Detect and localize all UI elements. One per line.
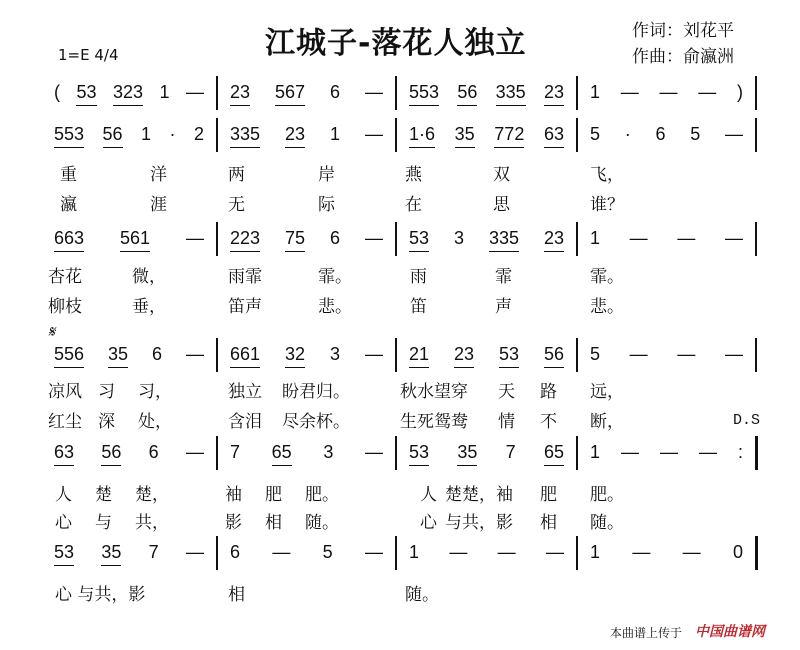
barline [576, 338, 578, 372]
lyric-syllable: 凉风 [48, 382, 82, 402]
lyric-syllable: 处， [138, 412, 172, 432]
lyric-syllable: 红尘 [48, 412, 82, 432]
note-group: — [677, 228, 696, 248]
note-group: — [682, 542, 701, 562]
note-group: 56 [103, 124, 123, 148]
note-group: 335 [496, 82, 526, 106]
lyric-syllable: 霏。 [590, 267, 624, 287]
barline [216, 436, 218, 470]
note-group: : [737, 442, 743, 462]
note-group: 1 [409, 542, 420, 562]
note-group: 223 [230, 228, 260, 252]
barline [576, 222, 578, 256]
note-group: 3 [453, 228, 464, 248]
barline [755, 222, 757, 256]
lyric-syllable: 重 [60, 165, 77, 185]
lyric-syllable: 人 [55, 485, 72, 505]
note-group: — [621, 442, 639, 462]
note-group: 56 [544, 344, 564, 368]
measure [409, 228, 564, 252]
lyric-syllable: 心 [420, 513, 437, 533]
lyric-syllable: 心 [55, 513, 72, 533]
lyric-syllable: 随。 [405, 585, 439, 605]
dal-segno-mark: D.S [733, 412, 761, 429]
note-group: — [724, 124, 743, 144]
note-group: — [272, 542, 291, 562]
note-group: 6 [148, 442, 159, 462]
barline [755, 338, 757, 372]
note-group: 323 [113, 82, 143, 106]
note-group: 35 [101, 542, 121, 566]
note-group: — [497, 542, 516, 562]
lyric-syllable: 飞， [590, 165, 624, 185]
lyric-syllable: 随。 [305, 513, 339, 533]
note-group: 2 [193, 124, 204, 144]
barline [755, 76, 757, 110]
note-group: 3 [323, 442, 334, 462]
lyric-syllable: 相 [265, 513, 282, 533]
note-group: 567 [275, 82, 305, 106]
note-group: 1·6 [409, 124, 435, 148]
measure [230, 542, 383, 566]
lyric-syllable: 双 [493, 165, 510, 185]
note-group: 65 [272, 442, 292, 466]
note-group: 1 [590, 442, 601, 462]
note-group: 663 [54, 228, 84, 252]
lyric-syllable: 悲。 [318, 297, 352, 317]
note-group: ) [736, 82, 743, 102]
lyric-syllable: 不 [540, 412, 557, 432]
barline [755, 118, 757, 152]
lyric-syllable: 杏花 [48, 267, 82, 287]
note-group: 1 [590, 542, 601, 562]
lyric-syllable: 远， [590, 382, 624, 402]
lyric-syllable: 笛 [410, 297, 427, 317]
measure [230, 82, 383, 106]
measure [54, 344, 204, 368]
note-group: — [698, 442, 717, 462]
note-group: — [186, 344, 204, 364]
lyric-syllable: 相 [540, 513, 557, 533]
note-group: — [364, 542, 383, 562]
note-group: — [185, 442, 204, 462]
note-group: 53 [409, 228, 429, 252]
note-group: — [365, 344, 383, 364]
lyric-syllable: 微， [132, 267, 166, 287]
note-group: 23 [544, 228, 564, 252]
note-group: — [629, 344, 648, 364]
lyric-syllable: 盼君归。 [282, 382, 350, 402]
note-group: 21 [409, 344, 429, 368]
lyric-syllable: 袖 [225, 485, 242, 505]
note-group: 1 [590, 82, 601, 102]
note-group: 53 [409, 442, 429, 466]
measure [230, 228, 383, 252]
lyric-syllable: 瀛 [60, 195, 77, 215]
lyric-syllable: 楚楚，袖 [445, 485, 513, 505]
note-group: — [677, 344, 696, 364]
barline [395, 338, 397, 372]
measure [409, 442, 564, 466]
lyric-syllable: 霏 [495, 267, 512, 287]
lyric-syllable: 思 [493, 195, 510, 215]
site-logo: 中国曲谱网 [695, 624, 765, 640]
measure [230, 442, 383, 466]
lyric-syllable: 独立 [228, 382, 262, 402]
lyric-syllable: 雨霏 [228, 267, 262, 287]
note-group: — [629, 228, 648, 248]
note-group: 553 [409, 82, 439, 106]
barline [395, 536, 397, 570]
lyric-syllable: 尽余杯。 [282, 412, 350, 432]
song-title: 江城子-落花人独立 [265, 26, 527, 61]
lyric-syllable: 肥。 [590, 485, 624, 505]
note-group: 56 [101, 442, 121, 466]
lyric-syllable: 共， [135, 513, 169, 533]
lyric-syllable: 含泪 [228, 412, 262, 432]
lyric-syllable: 与共，影 [445, 513, 513, 533]
note-group: 6 [655, 124, 666, 144]
lyric-syllable: 际 [318, 195, 335, 215]
barline [576, 118, 578, 152]
lyric-syllable: 柳枝 [48, 297, 82, 317]
note-group: 0 [732, 542, 743, 562]
measure [409, 344, 564, 368]
note-group: 1 [141, 124, 152, 144]
barline [576, 436, 578, 470]
lyric-syllable: 相 [228, 585, 245, 605]
measure [590, 542, 743, 566]
measure [54, 124, 204, 148]
lyric-syllable: 谁？ [590, 195, 624, 215]
barline [395, 118, 397, 152]
note-group: — [698, 82, 717, 102]
barline [395, 76, 397, 110]
barline [216, 76, 218, 110]
barline [755, 536, 758, 570]
lyric-syllable: 随。 [590, 513, 624, 533]
note-group: 6 [152, 344, 163, 364]
lyric-syllable: 肥 [540, 485, 557, 505]
lyric-syllable: 无 [228, 195, 245, 215]
measure [409, 124, 564, 148]
lyric-syllable: 笛声 [228, 297, 262, 317]
note-group: 772 [494, 124, 524, 148]
measure [230, 344, 383, 368]
note-group: — [365, 82, 383, 102]
note-group: 23 [454, 344, 474, 368]
measure [54, 542, 204, 566]
key-signature: 1=E 4/4 [58, 46, 119, 64]
note-group: — [632, 542, 651, 562]
lyric-syllable: 肥 [265, 485, 282, 505]
note-group: — [185, 542, 204, 562]
measure [54, 82, 204, 106]
note-group: 1 [590, 228, 601, 248]
measure [409, 82, 564, 106]
note-group: — [546, 542, 564, 562]
note-group: 23 [230, 82, 250, 106]
lyric-syllable: 深 [98, 412, 115, 432]
note-group: ( [54, 82, 60, 102]
lyric-syllable: 悲。 [590, 297, 624, 317]
note-group: 32 [285, 344, 305, 368]
lyric-syllable: 垂， [132, 297, 166, 317]
note-group: — [449, 542, 468, 562]
note-group: 65 [544, 442, 564, 466]
lyric-syllable: 情 [498, 412, 515, 432]
lyric-syllable: 肥。 [305, 485, 339, 505]
composer: 作曲：俞瀛洲 [632, 47, 734, 67]
note-group: — [364, 442, 383, 462]
lyric-syllable: 霏。 [318, 267, 352, 287]
note-group: — [724, 344, 743, 364]
note-group: 7 [148, 542, 159, 562]
note-group: 75 [285, 228, 305, 252]
barline [395, 436, 397, 470]
segno-sign: 𝄋 [48, 322, 55, 341]
lyric-syllable: 秋水望穿 [400, 382, 468, 402]
note-group: 556 [54, 344, 84, 368]
measure [590, 228, 743, 252]
measure [409, 542, 564, 566]
note-group: 5 [590, 124, 601, 144]
lyric-syllable: 洋 [150, 165, 167, 185]
note-group: 561 [120, 228, 150, 252]
note-group: 7 [230, 442, 241, 462]
lyric-syllable: 人 [420, 485, 437, 505]
lyric-syllable: 生死鸳鸯 [400, 412, 468, 432]
note-group: — [185, 82, 204, 102]
note-group: 335 [230, 124, 260, 148]
barline [395, 222, 397, 256]
note-group: — [186, 228, 204, 248]
measure [590, 82, 743, 106]
note-group: 35 [108, 344, 128, 368]
measure [54, 442, 204, 466]
lyric-syllable: 断， [590, 412, 624, 432]
note-group: 63 [544, 124, 564, 148]
note-group: 5 [322, 542, 333, 562]
note-group: 6 [330, 82, 341, 102]
note-group: 56 [457, 82, 477, 106]
note-group: 23 [285, 124, 305, 148]
barline [216, 536, 218, 570]
barline [576, 76, 578, 110]
measure [590, 124, 743, 148]
lyric-syllable: 心 与共，影 [55, 585, 146, 605]
note-group: 53 [54, 542, 74, 566]
note-group: 35 [457, 442, 477, 466]
note-group: — [724, 228, 743, 248]
note-group: — [659, 82, 678, 102]
note-group: 5 [590, 344, 601, 364]
note-group: 553 [54, 124, 84, 148]
note-group: 335 [489, 228, 519, 252]
lyric-syllable: 天 [498, 382, 515, 402]
lyric-syllable: 路 [540, 382, 557, 402]
lyricist: 作词：刘花平 [632, 21, 734, 41]
note-group: 23 [544, 82, 564, 106]
measure [590, 344, 743, 368]
note-group: 661 [230, 344, 260, 368]
note-group: · [169, 124, 176, 144]
lyric-syllable: 习， [138, 382, 172, 402]
note-group: 6 [330, 228, 341, 248]
note-group: 1 [159, 82, 170, 102]
note-group: — [365, 228, 383, 248]
note-group: — [365, 124, 383, 144]
measure [590, 442, 743, 466]
barline [755, 436, 758, 470]
note-group: — [659, 442, 678, 462]
barline [216, 338, 218, 372]
measure [230, 124, 383, 148]
lyric-syllable: 与 [95, 513, 112, 533]
note-group: 63 [54, 442, 74, 466]
lyric-syllable: 涯 [150, 195, 167, 215]
lyric-syllable: 声 [495, 297, 512, 317]
lyric-syllable: 楚 [95, 485, 112, 505]
note-group: 3 [330, 344, 341, 364]
note-group: 5 [690, 124, 701, 144]
barline [576, 536, 578, 570]
lyric-syllable: 影 [225, 513, 242, 533]
upload-note: 本曲谱上传于 [610, 626, 683, 640]
lyric-syllable: 两 [228, 165, 245, 185]
note-group: · [624, 124, 631, 144]
lyric-syllable: 习 [98, 382, 115, 402]
lyric-syllable: 雨 [410, 267, 427, 287]
note-group: 6 [230, 542, 241, 562]
measure [54, 228, 204, 252]
lyric-syllable: 岸 [318, 165, 335, 185]
barline [216, 222, 218, 256]
lyric-syllable: 燕 [405, 165, 422, 185]
lyric-syllable: 在 [405, 195, 422, 215]
lyric-syllable: 楚， [135, 485, 169, 505]
note-group: 7 [505, 442, 516, 462]
note-group: 1 [330, 124, 341, 144]
note-group: — [620, 82, 639, 102]
barline [216, 118, 218, 152]
note-group: 53 [76, 82, 96, 106]
note-group: 35 [455, 124, 475, 148]
note-group: 53 [499, 344, 519, 368]
